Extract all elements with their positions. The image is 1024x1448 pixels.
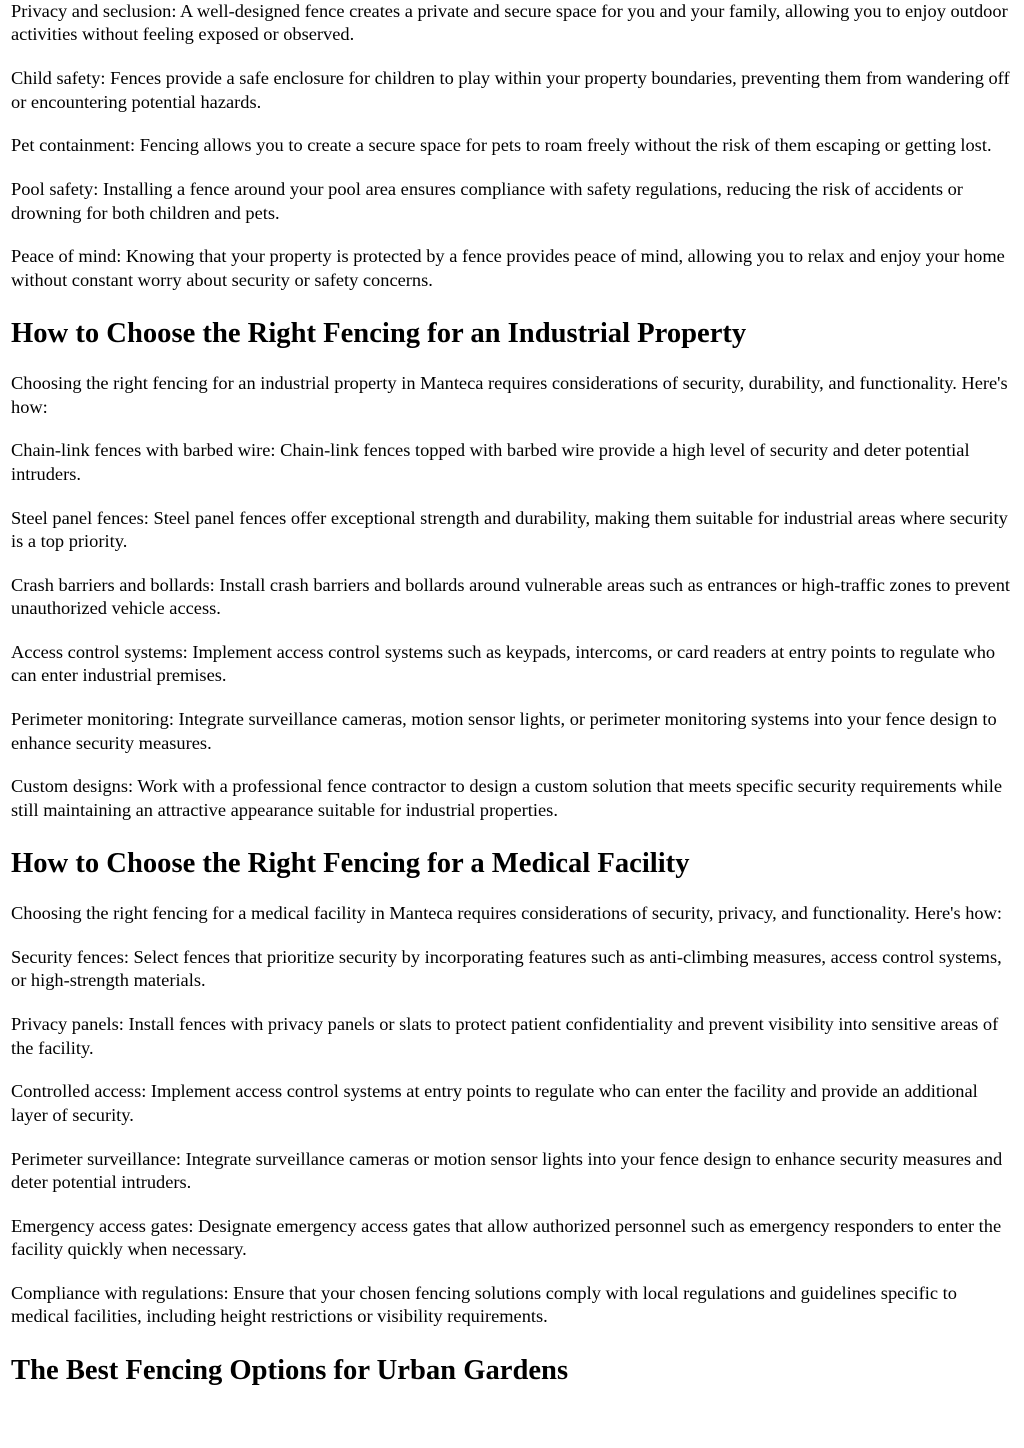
document-page <box>11 0 1011 1409</box>
heading-medical: How to Choose the Right Fencing for a Medical Facility <box>11 848 690 880</box>
paragraph-chain-link: Chain-link fences with barbed wire: Chain-link fences topped with barbed wire provide a high level of security and deter potential intruders. <box>11 440 970 484</box>
paragraph-pet-containment: Pet containment: Fencing allows you to create a secure space for pets to roam freely without the risk of them escaping or getting lost. <box>11 135 992 156</box>
paragraph-custom-designs: Custom designs: Work with a professional fence contractor to design a custom solution that meets specific security requirements while still maintaining an attractive appearance suitable for industrial properties. <box>11 776 1003 820</box>
paragraph-crash-barriers: Crash barriers and bollards: Install crash barriers and bollards around vulnerable areas such as entrances or high-traffic zones to prevent unauthorized vehicle access. <box>11 574 1011 619</box>
paragraph-emergency-gates: Emergency access gates: Designate emergency access gates that allow authorized personnel such as emergency responders to enter the facility quickly when necessary. <box>11 1215 1002 1260</box>
paragraph-privacy: Privacy and seclusion: A well-designed fence creates a private and secure space for you and your family, allowing you to enjoy outdoor activities without feeling exposed or observed. <box>11 1 1008 45</box>
paragraph-access-control: Access control systems: Implement access control systems such as keypads, intercoms, or card readers at entry points to regulate who can enter industrial premises. <box>11 642 996 686</box>
heading-urban-gardens: The Best Fencing Options for Urban Gardens <box>11 1354 569 1386</box>
paragraph-industrial-intro: Choosing the right fencing for an industrial property in Manteca requires considerations of security, durability, and functionality. Here's how: <box>11 373 1008 417</box>
paragraph-perimeter-monitoring: Perimeter monitoring: Integrate surveillance cameras, motion sensor lights, or perimeter monitoring systems into your fence design to enhance security measures. <box>11 709 997 753</box>
paragraph-security-fences: Security fences: Select fences that prioritize security by incorporating features such as anti-climbing measures, access control systems, or high-strength materials. <box>11 947 1002 991</box>
paragraph-controlled-access: Controlled access: Implement access control systems at entry points to regulate who can enter the facility and provide an additional layer of security. <box>11 1081 978 1125</box>
paragraph-privacy-panels: Privacy panels: Install fences with privacy panels or slats to protect patient confidentiality and prevent visibility into sensitive areas of the facility. <box>11 1014 999 1058</box>
paragraph-perimeter-surveillance: Perimeter surveillance: Integrate surveillance cameras or motion sensor lights into your fence design to enhance security measures and deter potential intruders. <box>11 1148 1003 1193</box>
paragraph-steel-panel: Steel panel fences: Steel panel fences offer exceptional strength and durability, making them suitable for industrial areas where security is a top priority. <box>11 507 1008 552</box>
heading-industrial: How to Choose the Right Fencing for an Industrial Property <box>11 318 747 350</box>
paragraph-child-safety: Child safety: Fences provide a safe enclosure for children to play within your property boundaries, preventing them from wandering off or encountering potential hazards. <box>11 68 1010 112</box>
paragraph-compliance: Compliance with regulations: Ensure that your chosen fencing solutions comply with local regulations and guidelines specific to medical facilities, including height restrictions or visibility requirements. <box>11 1283 957 1327</box>
paragraph-medical-intro: Choosing the right fencing for a medical facility in Manteca requires considerations of security, privacy, and functionality. Here's how: <box>11 903 1002 924</box>
paragraph-peace-of-mind: Peace of mind: Knowing that your property is protected by a fence provides peace of mind, allowing you to relax and enjoy your home without constant worry about security or safety concerns. <box>11 246 1005 290</box>
paragraph-pool-safety: Pool safety: Installing a fence around your pool area ensures compliance with safety regulations, reducing the risk of accidents or drowning for both children and pets. <box>11 179 963 223</box>
